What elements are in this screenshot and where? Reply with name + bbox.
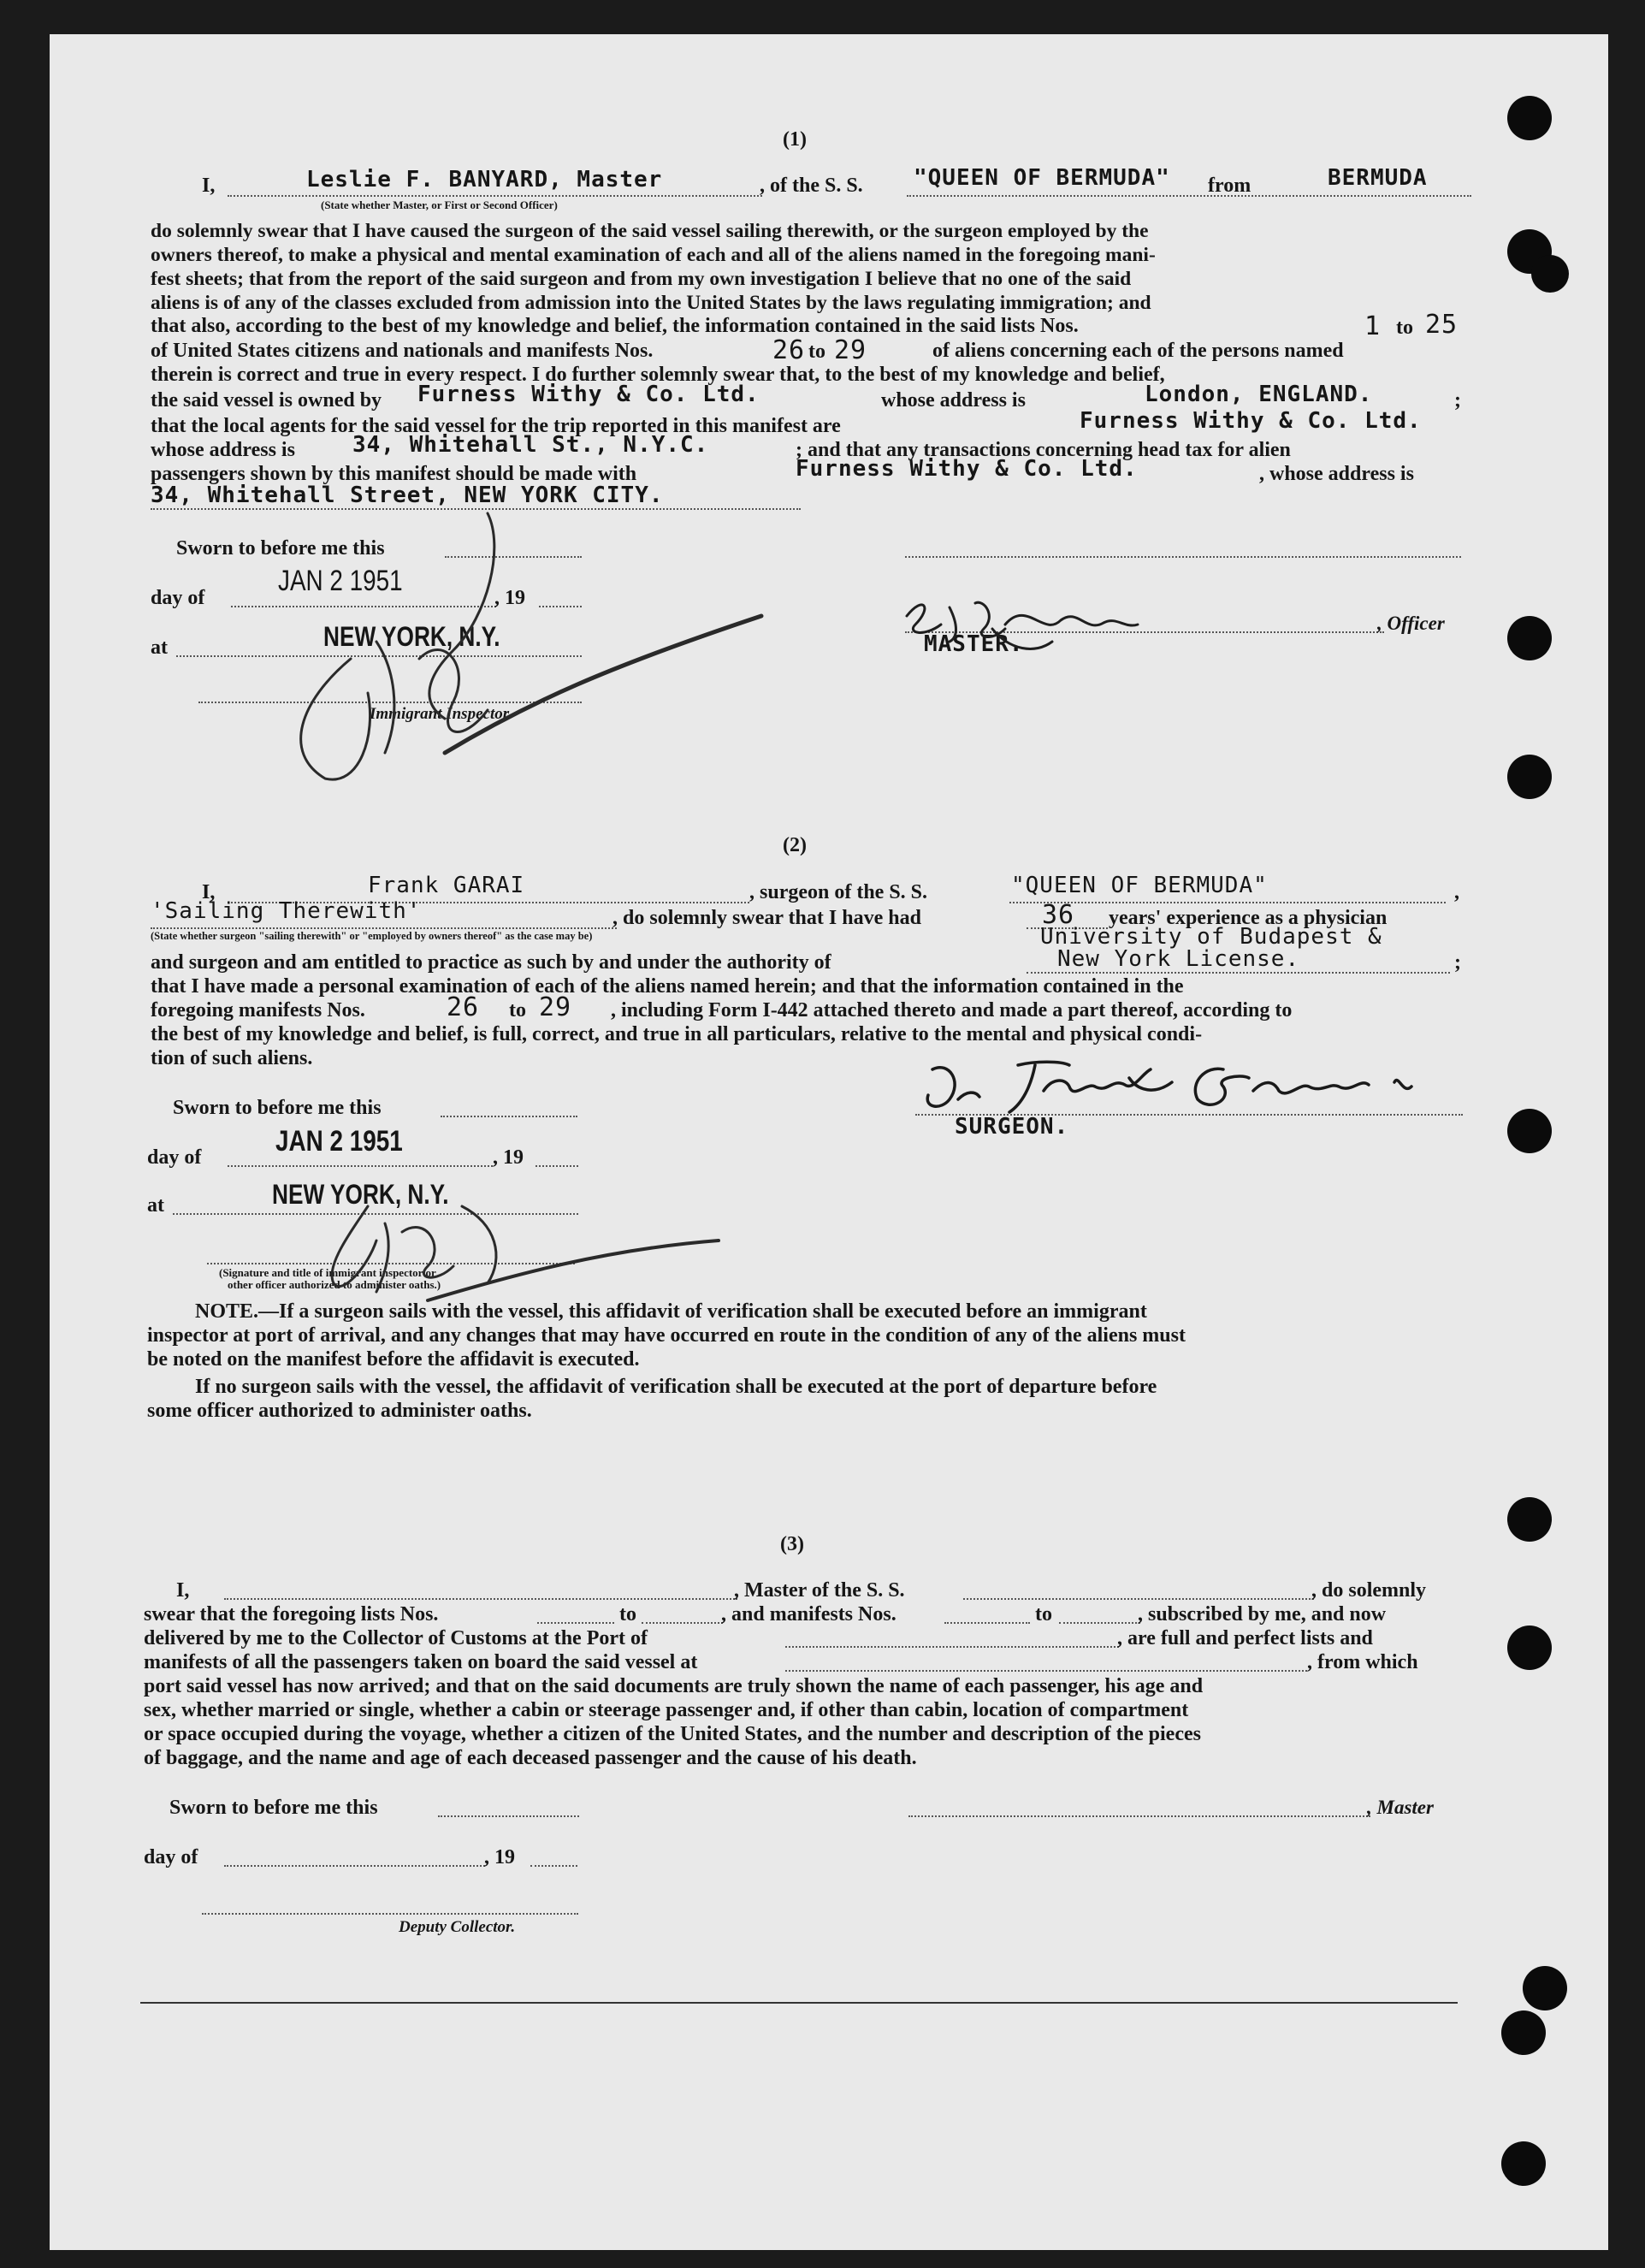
text-line: whose address is — [881, 389, 1026, 412]
section1-body — [151, 219, 1463, 315]
owner-address-field: London, ENGLAND. — [1145, 382, 1373, 407]
punch-hole — [1501, 2010, 1546, 2055]
dotted-line — [1027, 972, 1450, 974]
bottom-rule — [140, 2002, 1458, 2004]
surgeon-stamp: SURGEON. — [955, 1114, 1069, 1140]
day-of-label: day of — [147, 1146, 202, 1169]
dotted-line — [530, 1865, 577, 1867]
sailing-note: (State whether surgeon "sailing therewith" or "employed by owners thereof" as the case may be) — [151, 930, 593, 942]
agents-field: Furness Withy & Co. Ltd. — [1080, 408, 1422, 434]
punch-hole — [1507, 755, 1552, 799]
master-stamp: MASTER. — [924, 631, 1024, 657]
note-line2: inspector at port of arrival, and any changes that may have occurred en route in the condition of any of the aliens must — [147, 1324, 1186, 1347]
text-line: do solemnly swear that I have caused the surgeon of the said vessel sailing therewith, or the surgeon employed by the — [151, 220, 1149, 242]
text-line: of aliens concerning each of the persons named — [932, 340, 1344, 362]
dotted-line — [642, 1622, 723, 1624]
i-label: I, — [202, 175, 216, 197]
from-port-field: BERMUDA — [1328, 165, 1428, 191]
note-label: NOTE. — [195, 1300, 259, 1323]
note-line3: be noted on the manifest before the affidavit is executed. — [147, 1348, 640, 1371]
date-stamp: JAN 2 1951 — [275, 1125, 403, 1158]
date-stamp: JAN 2 1951 — [278, 565, 403, 597]
place-stamp: NEW YORK, N.Y. — [272, 1179, 449, 1210]
dotted-line — [944, 1622, 1030, 1624]
authority-field-1: University of Budapest & — [1040, 924, 1382, 950]
ship-name-field: "QUEEN OF BERMUDA" — [1011, 873, 1268, 898]
master-label: , Master — [1367, 1797, 1434, 1818]
lists-from-field: 1 — [1364, 311, 1382, 341]
dotted-line — [785, 1646, 1119, 1648]
text-line: delivered by me to the Collector of Customs at the Port of — [144, 1627, 648, 1649]
sailing-field: 'Sailing Therewith' — [151, 898, 422, 924]
punch-hole — [1507, 616, 1552, 660]
text-line: of baggage, and the name and age of each deceased passenger and the cause of his death. — [144, 1747, 917, 1769]
semicolon: ; — [1454, 951, 1461, 974]
note-line5: some officer authorized to administer oaths. — [147, 1400, 532, 1422]
head-tax-address-field: 34, Whitehall Street, NEW YORK CITY. — [151, 483, 664, 508]
dotted-line — [536, 1165, 578, 1167]
text-line: the best of my knowledge and belief, is full, correct, and true in all particulars, relative to the mental and physical condi- — [151, 1023, 1203, 1045]
lists-to-field: 25 — [1425, 310, 1459, 340]
text-line: that the local agents for the said vessel for the trip reported in this manifest are — [151, 415, 841, 437]
master-name-field: Leslie F. BANYARD, Master — [306, 167, 663, 192]
manifests-from-field: 26 — [447, 992, 480, 1022]
surgeon-name-field: Frank GARAI — [368, 873, 525, 898]
inspector-signature — [248, 496, 778, 787]
punch-hole — [1507, 1497, 1552, 1542]
at-label: at — [151, 637, 168, 659]
text-line: that also, according to the best of my knowledge and belief, the information contained in the said lists Nos. — [151, 315, 1079, 337]
punch-hole — [1531, 255, 1569, 293]
text-line: tion of such aliens. — [151, 1047, 313, 1069]
dotted-line — [228, 1165, 493, 1167]
dotted-line — [908, 1815, 1370, 1817]
at-label: at — [147, 1194, 164, 1217]
text-line: fest sheets; that from the report of the said surgeon and from my own investigation I believe that no one of the said — [151, 268, 1132, 290]
section-number-1: (1) — [783, 128, 807, 151]
dotted-line — [224, 1598, 737, 1600]
text-line: of United States citizens and nationals and manifests Nos. — [151, 340, 654, 362]
dotted-line — [905, 556, 1461, 558]
master-signature — [898, 590, 1155, 659]
text-line: owners thereof, to make a physical and mental examination of each and all of the aliens named in the foregoing mani- — [151, 244, 1156, 266]
surgeon-signature — [915, 1052, 1463, 1121]
place-stamp: NEW YORK, N.Y. — [323, 621, 500, 652]
text-line: , including Form I-442 attached thereto and made a part thereof, according to — [611, 999, 1293, 1021]
dotted-line — [1009, 902, 1446, 903]
dotted-line — [1059, 1622, 1140, 1624]
i-label: I, — [202, 881, 216, 903]
text-line: , do solemnly swear that I have had — [612, 907, 921, 929]
dotted-line — [963, 1598, 1314, 1600]
comma: , — [1454, 881, 1459, 903]
text-line: sex, whether married or single, whether a cabin or steerage passenger and, if other than cabin, location of compartment — [144, 1699, 1189, 1721]
text-line: whose address is — [151, 439, 295, 461]
authority-field-2: New York License. — [1057, 946, 1300, 972]
sworn-label: Sworn to before me this — [176, 537, 385, 560]
text-line: ; and that any transactions concerning head tax for alien — [796, 439, 1291, 461]
text-line: years' experience as a physician — [1109, 907, 1388, 929]
text-line: foregoing manifests Nos. — [151, 999, 365, 1021]
day-of-label: day of — [144, 1846, 198, 1868]
dotted-line — [438, 1815, 579, 1817]
dotted-line — [785, 1670, 1307, 1672]
manifests-to-field: 29 — [834, 335, 867, 365]
text-line: that I have made a personal examination of each of the aliens named herein; and that the information contained in the — [151, 975, 1184, 998]
text-line: or space occupied during the voyage, whether a citizen of the United States, and the number and description of the pieces — [144, 1723, 1201, 1745]
head-tax-agent-field: Furness Withy & Co. Ltd. — [796, 456, 1138, 482]
text-line: swear that the foregoing lists Nos. — [144, 1603, 439, 1625]
deputy-collector-label: Deputy Collector. — [399, 1918, 516, 1936]
officer-label: , Officer — [1377, 613, 1445, 634]
to-label: to — [509, 999, 526, 1021]
punch-hole — [1507, 96, 1552, 140]
text-line: the said vessel is owned by — [151, 389, 382, 412]
note-line1 — [195, 1300, 1147, 1323]
comma-19: , 19 — [493, 1146, 524, 1169]
manifests-to-field: 29 — [539, 992, 572, 1022]
manifests-from-field: 26 — [772, 335, 806, 365]
to-label: to — [1035, 1603, 1052, 1625]
role-note: (State whether Master, or First or Second Officer) — [321, 198, 558, 211]
note-text: —If a surgeon sails with the vessel, this affidavit of verification shall be executed before an immigrant — [258, 1300, 1147, 1323]
dotted-line — [537, 1622, 614, 1624]
semicolon: ; — [1454, 389, 1461, 412]
ship-name-field: "QUEEN OF BERMUDA" — [914, 165, 1170, 191]
years-field: 36 — [1042, 900, 1075, 930]
inspector-note-line2: other officer authorized to administer oaths.) — [228, 1278, 441, 1291]
section-number-3: (3) — [780, 1533, 804, 1555]
text-line: , and manifests Nos. — [721, 1603, 896, 1625]
to-label: to — [808, 340, 825, 363]
text-line: and surgeon and am entitled to practice as such by and under the authority of — [151, 951, 831, 974]
comma-19: , 19 — [494, 587, 525, 609]
text-line: manifests of all the passengers taken on board the said vessel at — [144, 1651, 698, 1673]
dotted-line — [228, 195, 762, 197]
dotted-line — [224, 1865, 485, 1867]
surgeon-of-label: , surgeon of the S. S. — [749, 881, 928, 903]
comma-19: , 19 — [484, 1846, 515, 1868]
sworn-label: Sworn to before me this — [173, 1097, 382, 1119]
dotted-line — [907, 195, 1471, 197]
day-of-label: day of — [151, 587, 205, 609]
text-line: , do solemnly — [1311, 1579, 1427, 1602]
punch-hole — [1501, 2141, 1546, 2186]
note-line4: If no surgeon sails with the vessel, the affidavit of verification shall be executed at the port of departure before — [195, 1376, 1157, 1398]
to-label: to — [1396, 317, 1413, 339]
dotted-line — [202, 1913, 578, 1915]
punch-hole — [1507, 1109, 1552, 1153]
text-line: passengers shown by this manifest should be made with — [151, 463, 637, 485]
agents-address-field: 34, Whitehall St., N.Y.C. — [352, 432, 709, 458]
section-number-2: (2) — [783, 834, 807, 856]
text-line: therein is correct and true in every respect. I do further solemnly swear that, to the best of my knowledge and belief, — [151, 364, 1165, 386]
punch-hole — [1507, 1625, 1552, 1670]
punch-hole — [1523, 1966, 1567, 2010]
inspector-label: Immigrant Inspector. — [370, 705, 512, 723]
text-line: , subscribed by me, and now — [1138, 1603, 1387, 1625]
text-line: port said vessel has now arrived; and that on the said documents are truly shown the name of each passenger, his age and — [144, 1675, 1204, 1697]
text-line: aliens is of any of the classes excluded from admission into the United States by the laws regulating immigration; and — [151, 292, 1151, 314]
to-label: to — [619, 1603, 636, 1625]
text-line: , Master of the S. S. — [734, 1579, 905, 1602]
sworn-label: Sworn to before me this — [169, 1797, 378, 1819]
dotted-line — [151, 927, 617, 929]
text-line: , are full and perfect lists and — [1117, 1627, 1373, 1649]
of-the-ss-label: , of the S. S. — [760, 175, 863, 197]
owner-field: Furness Withy & Co. Ltd. — [417, 382, 760, 407]
inspector-signature — [317, 1189, 727, 1309]
text-line: , from which — [1307, 1651, 1418, 1673]
inspector-note-line1: (Signature and title of immigrant inspector or — [219, 1266, 436, 1279]
dotted-line — [441, 1116, 577, 1117]
i-label: I, — [176, 1579, 190, 1602]
from-label: from — [1208, 175, 1252, 197]
text-line: , whose address is — [1259, 463, 1414, 485]
